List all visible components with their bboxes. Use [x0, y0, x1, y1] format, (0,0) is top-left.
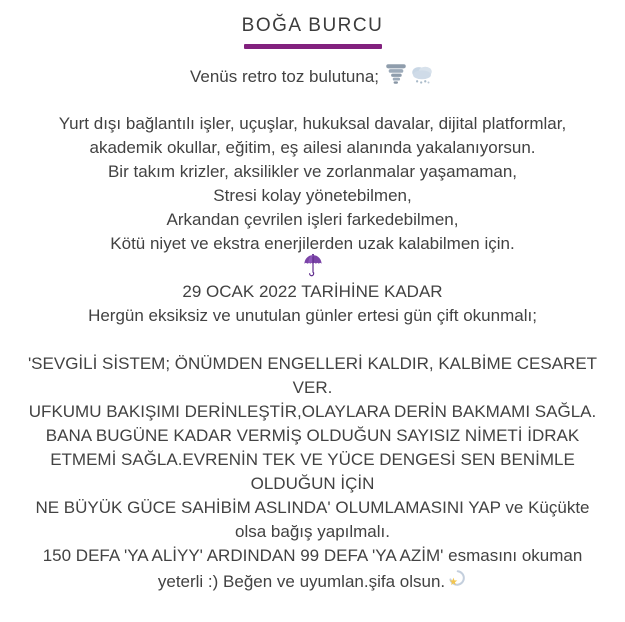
dizzy-star-icon — [447, 568, 467, 595]
divider-row — [0, 256, 625, 280]
tornado-icon — [383, 61, 409, 94]
date-note: Hergün eksiksiz ve unutulan günler ertesi gün çift okunmalı; — [88, 306, 537, 325]
affirmation-line: 150 DEFA 'YA ALİYY' ARDINDAN 99 DEFA 'YA AZİM' esmasını okuman — [42, 546, 583, 565]
affirmation-line: 'SEVGİLİ SİSTEM; ÖNÜMDEN ENGELLERİ KALDIR, KALBİME CESARET — [27, 354, 598, 373]
affirmation-line: VER. — [292, 378, 333, 397]
affirmation-line: OLDUĞUN İÇİN — [250, 474, 375, 493]
affirmation-line: olsa bağış yapılmalı. — [235, 522, 390, 541]
affirmation-line: BANA BUGÜNE KADAR VERMİŞ OLDUĞUN SAYISIZ NİMETİ İDRAK — [45, 426, 580, 445]
fog-cloud-icon — [409, 61, 435, 94]
forecast-line: Stresi kolay yönetebilmen, — [213, 186, 412, 205]
intro-text: Venüs retro toz bulutuna; — [189, 67, 380, 86]
closing-line — [0, 568, 625, 595]
date-heading: 29 OCAK 2022 TARİHİNE KADAR — [182, 282, 443, 301]
purple-umbrella-icon — [302, 253, 324, 284]
closing-text: yeterli :) Beğen ve uyumlan.şifa olsun. — [157, 571, 446, 591]
forecast-line: akademik okullar, eğitim, eş ailesi alanında yakalanıyorsun. — [89, 138, 536, 157]
affirmation-line: UFKUMU BAKIŞIMI DERİNLEŞTİR,OLAYLARA DERİN BAKMAMI SAĞLA. — [28, 402, 597, 421]
forecast-line: Yurt dışı bağlantılı işler, uçuşlar, hukuksal davalar, dijital platformlar, — [58, 114, 567, 133]
page-title: BOĞA BURCU — [241, 15, 384, 36]
title-underline — [244, 44, 382, 49]
affirmation-line: ETMEMİ SAĞLA.EVRENİN TEK VE YÜCE DENGESİ SEN BENİMLE — [50, 450, 575, 469]
forecast-paragraph — [0, 112, 625, 256]
forecast-line: Arkandan çevrilen işleri farkedebilmen, — [166, 210, 459, 229]
forecast-line: Kötü niyet ve ekstra enerjilerden uzak kalabilmen için. — [110, 234, 515, 253]
forecast-line: Bir takım krizler, aksilikler ve zorlanmalar yaşamaman, — [107, 162, 518, 181]
affirmation-line: NE BÜYÜK GÜCE SAHİBİM ASLINDA' OLUMLAMASINI YAP ve Küçükte — [35, 498, 590, 517]
intro-line — [0, 64, 625, 90]
affirmation-paragraph — [0, 352, 625, 595]
